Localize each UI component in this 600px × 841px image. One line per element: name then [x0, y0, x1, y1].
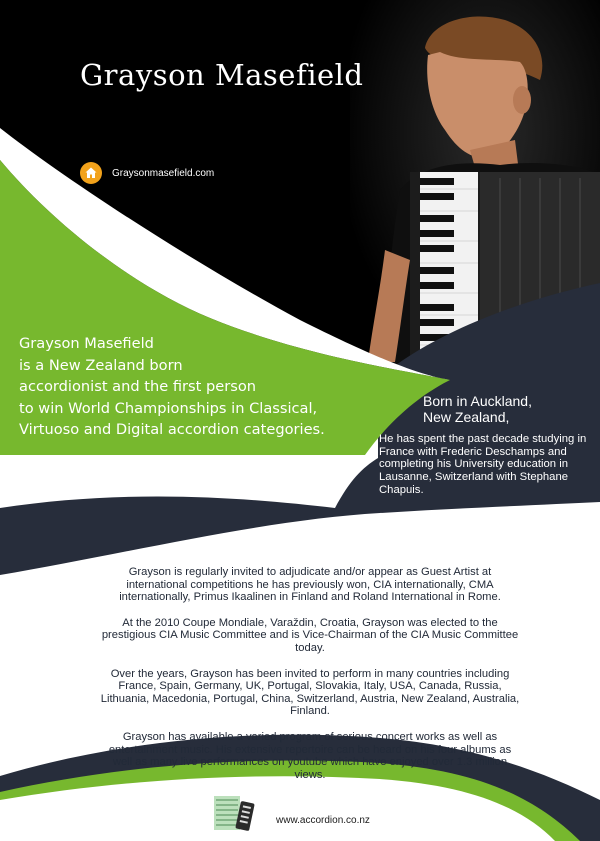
performer-name-title: Grayson Masefield: [80, 58, 364, 92]
body-paragraph: Grayson is regularly invited to adjudicate and/or appear as Guest Artist at international competitions he has previously won, CIA internationally, CMA internationally, Primus Ikaalinen in Finland and Roland International in Rome.: [119, 566, 501, 604]
intro-line: Virtuoso and Digital accordion categories.: [19, 421, 325, 438]
body-paragraph: Over the years, Grayson has been invited to perform in many countries including France, Spain, Germany, UK, Portugal, Slovakia, Italy, USA, Canada, Russia, Lithuania, Macedonia, Portugal, China, Switzerland, Austria, New Zealand, Australia, Finland.: [100, 667, 520, 718]
born-line: New Zealand,: [423, 409, 510, 425]
born-line: Born in Auckland,: [423, 393, 532, 409]
body-paragraph: At the 2010 Coupe Mondiale, Varaždin, Croatia, Grayson was elected to the prestigious CIA Music Committee and is Vice-Chairman of the CIA Music Committee today.: [101, 616, 519, 654]
body-text: [100, 566, 520, 794]
birthplace-text: [423, 393, 532, 425]
website-link[interactable]: Graysonmasefield.com: [112, 167, 215, 179]
footer-url-link[interactable]: www.accordion.co.nz: [276, 815, 370, 826]
intro-line: is a New Zealand born: [19, 356, 183, 374]
accordion-logo-icon: [212, 790, 262, 832]
website-badge[interactable]: [80, 162, 214, 184]
intro-line: to win World Championships in Classical,: [19, 399, 318, 417]
home-icon: [80, 162, 102, 184]
intro-line: accordionist and the first person: [19, 378, 257, 395]
education-text: He has spent the past decade studying in France with Frederic Deschamps and completing his University education in Lausanne, Switzerland with Stephane Chapuis.: [379, 433, 587, 496]
body-paragraph: Grayson has available a varied program of serious concert works as well as entertainment music. His extensive repertoire can be heard on his four albums as well as many live performances on youtube which have enjoyed over 1.3 million views.: [108, 730, 512, 781]
intro-statement: [19, 333, 359, 441]
intro-line: Grayson Masefield: [19, 335, 154, 352]
